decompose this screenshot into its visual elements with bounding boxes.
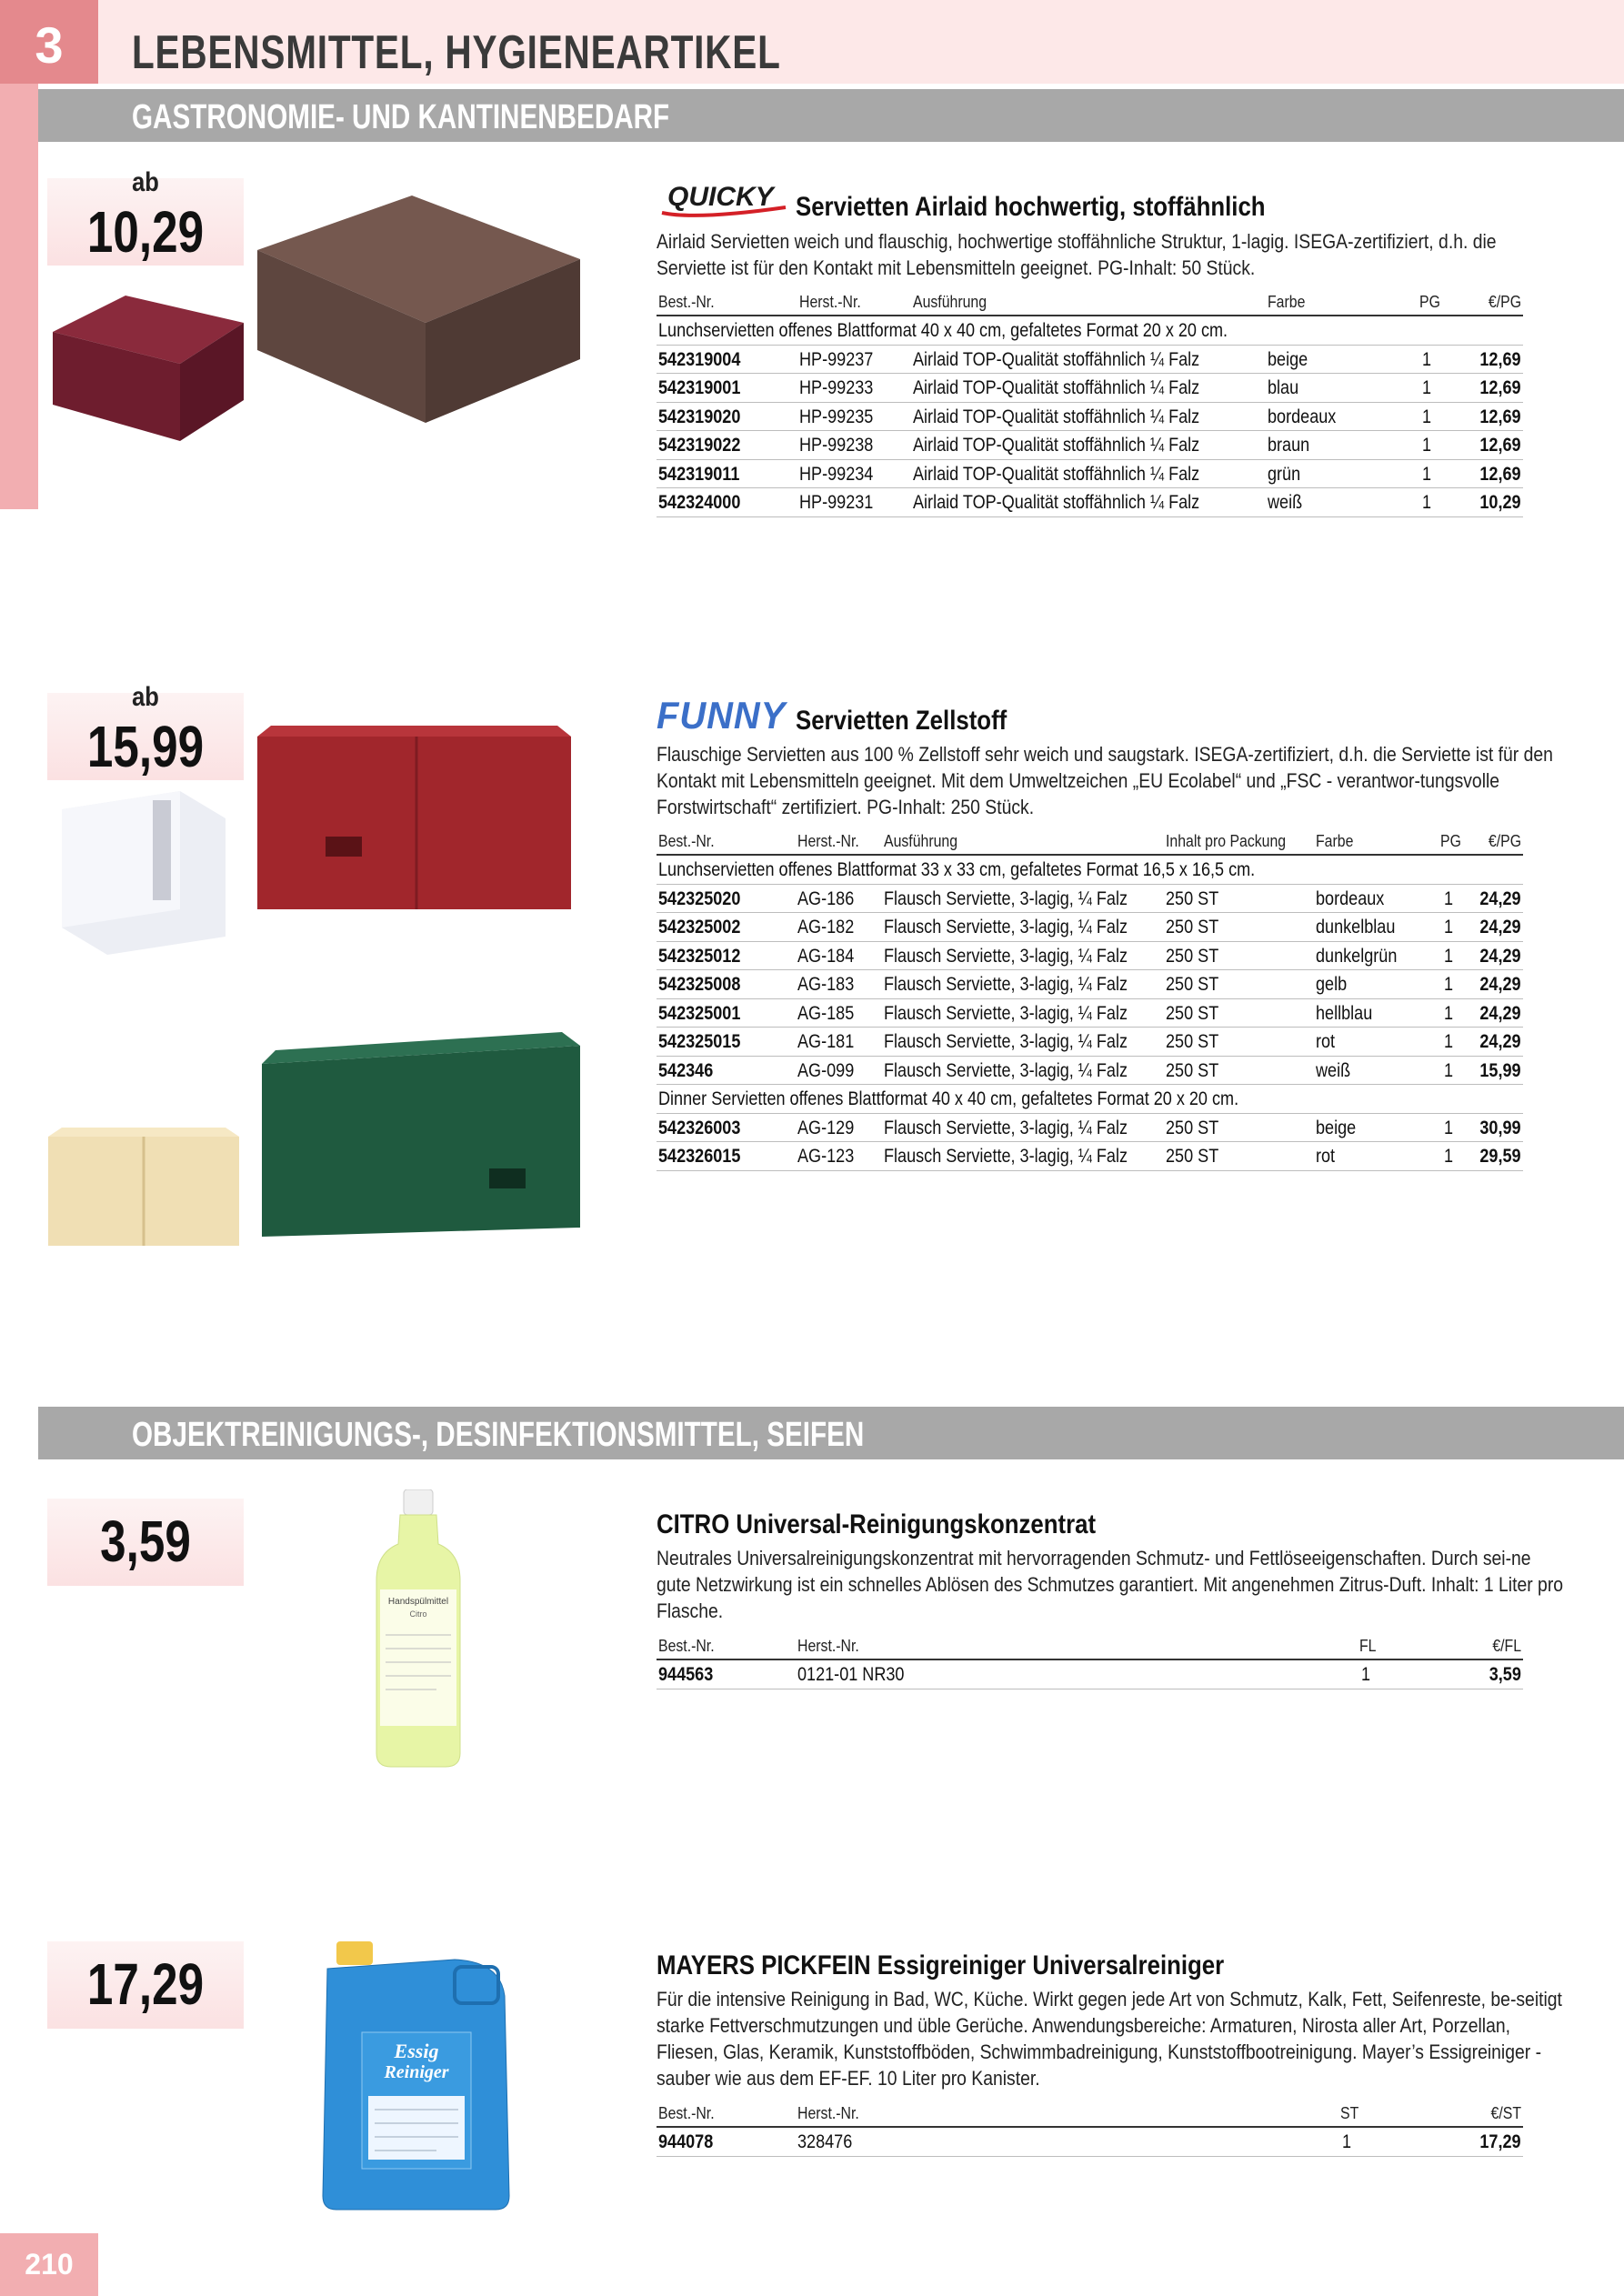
quicky-logo-text: QUICKY: [667, 182, 774, 212]
cell-eur: 24,29: [1479, 945, 1521, 967]
cell-herst: HP-99238: [799, 435, 874, 456]
cell-farbe: dunkelgrün: [1316, 945, 1398, 967]
cell-farbe: grün: [1268, 463, 1301, 485]
cell-ausf: Airlaid TOP-Qualität stoffähnlich ¼ Falz: [913, 406, 1200, 427]
cell-best: 542326003: [658, 1117, 741, 1138]
quicky-brand-logo: [660, 180, 787, 220]
cell-best: 542319004: [658, 348, 741, 370]
cell-pg: 1: [1422, 492, 1432, 513]
cell-ausf: Flausch Serviette, 3-lagig, ¼ Falz: [884, 917, 1128, 937]
table-row: [657, 2128, 1523, 2157]
cell-ausf: Airlaid TOP-Qualität stoffähnlich ¼ Falz: [913, 377, 1200, 398]
cell-herst: HP-99233: [799, 377, 874, 398]
cell-ausf: Airlaid TOP-Qualität stoffähnlich ¼ Falz: [913, 348, 1200, 370]
cell-pg: 1: [1422, 435, 1432, 456]
cell-ausf: Flausch Serviette, 3-lagig, ¼ Falz: [884, 887, 1128, 909]
cell-pg: 1: [1444, 1031, 1454, 1052]
col-best: Best.-Nr.: [658, 832, 715, 850]
group-label: Lunchservietten offenes Blattformat 40 x 40 cm, gefaltetes Format 20 x 20 cm.: [658, 320, 1228, 341]
cell-herst: AG-184: [797, 945, 855, 967]
cell-farbe: beige: [1268, 348, 1308, 370]
table-row: [657, 970, 1523, 999]
table-row: [657, 942, 1523, 971]
col-farbe: Farbe: [1268, 293, 1306, 311]
col-inhalt: Inhalt pro Packung: [1166, 832, 1287, 850]
cell-herst: AG-129: [797, 1117, 855, 1138]
col-best: Best.-Nr.: [658, 2104, 715, 2122]
price-value: 3,59: [100, 1509, 191, 1574]
funny-table: [657, 827, 1523, 1171]
table-row: [657, 999, 1523, 1028]
col-herst: Herst.-Nr.: [797, 2104, 859, 2122]
cell-pg: 1: [1422, 463, 1432, 485]
product-title-citro: CITRO Universal-Reinigungskonzentrat: [657, 1509, 1097, 1539]
table-row: [657, 460, 1523, 489]
cell-farbe: braun: [1268, 435, 1310, 456]
mayers-canister-image: [318, 1932, 514, 2214]
cell-herst: AG-185: [797, 1002, 855, 1024]
product-description-mayers: Für die intensive Reinigung in Bad, WC, Küche. Wirkt gegen jede Art von Schmutz, Kalk, Fett, Seifenreste, be-seitigt starke Fettverschmutzungen und üble Gerüche. Anwendungsbereiche: Armaturen, Nirosta aller Art, Porzellan, Fliesen, Glas, Keramik, Kunststoffböden, Schwimmbadreinigung, Kunststoffbootreinigung. Mayer’s Essigreiniger - sauber wie aus dem EF-EF. 10 Liter pro Kanister.: [657, 1988, 1562, 2090]
group-label: Lunchservietten offenes Blattformat 33 x 33 cm, gefaltetes Format 16,5 x 16,5 cm.: [658, 859, 1256, 880]
col-farbe: Farbe: [1316, 832, 1354, 850]
table-row: [657, 1028, 1523, 1057]
cell-pg: 1: [1444, 887, 1454, 909]
funny-brand-logo: FUNNY: [657, 694, 787, 737]
col-pg: PG: [1419, 293, 1440, 311]
quicky-napkins-image: [44, 186, 589, 450]
table-header: [657, 827, 1523, 856]
cell-inhalt: 250 ST: [1166, 1117, 1219, 1138]
cell-herst: 328476: [797, 2131, 853, 2152]
price-value: 15,99: [86, 714, 205, 779]
table-header: [657, 1631, 1523, 1660]
cell-herst: HP-99231: [799, 492, 874, 513]
cell-best: 944563: [658, 1664, 714, 1685]
cell-eur: 12,69: [1479, 377, 1521, 398]
cell-farbe: hellblau: [1316, 1002, 1373, 1024]
cell-best: 542319022: [658, 435, 741, 456]
cell-pg: 1: [1444, 917, 1454, 937]
table-row: [657, 913, 1523, 942]
section-bar-objektreinigung: [38, 1407, 1624, 1459]
section-title: OBJEKTREINIGUNGS-, DESINFEKTIONSMITTEL, SEIFEN: [132, 1416, 865, 1454]
cell-ausf: Flausch Serviette, 3-lagig, ¼ Falz: [884, 1117, 1128, 1138]
cell-best: 944078: [658, 2131, 714, 2152]
cell-inhalt: 250 ST: [1166, 1146, 1219, 1167]
cell-herst: AG-186: [797, 887, 855, 909]
cell-eur: 24,29: [1479, 887, 1521, 909]
cell-farbe: weiß: [1316, 1059, 1351, 1081]
cell-unit: 1: [1361, 1664, 1371, 1685]
col-price: €/ST: [1490, 2104, 1521, 2122]
cell-best: 542326015: [658, 1146, 741, 1167]
chapter-title: LEBENSMITTEL, HYGIENEARTIKEL: [132, 26, 781, 79]
cell-ausf: Flausch Serviette, 3-lagig, ¼ Falz: [884, 1146, 1128, 1167]
price-badge-citro: [47, 1499, 244, 1586]
mayers-table: [657, 2099, 1523, 2157]
cell-farbe: dunkelblau: [1316, 917, 1396, 937]
cell-inhalt: 250 ST: [1166, 887, 1219, 909]
table-row: [657, 403, 1523, 432]
col-price: €/FL: [1492, 1637, 1521, 1655]
product-title-funny: Servietten Zellstoff: [796, 706, 1007, 736]
cell-eur: 12,69: [1479, 348, 1521, 370]
cell-herst: HP-99234: [799, 463, 874, 485]
citro-table: [657, 1631, 1523, 1689]
cell-eur: 24,29: [1479, 1002, 1521, 1024]
chapter-side-strip: [0, 84, 38, 509]
cell-ausf: Airlaid TOP-Qualität stoffähnlich ¼ Falz: [913, 463, 1200, 485]
cell-best: 542325001: [658, 1002, 741, 1024]
col-herst: Herst.-Nr.: [799, 293, 861, 311]
cell-best: 542325015: [658, 1031, 741, 1052]
cell-ausf: Flausch Serviette, 3-lagig, ¼ Falz: [884, 974, 1128, 995]
cell-inhalt: 250 ST: [1166, 1031, 1219, 1052]
cell-ausf: Airlaid TOP-Qualität stoffähnlich ¼ Falz: [913, 435, 1200, 456]
table-row: [657, 488, 1523, 517]
cell-farbe: beige: [1316, 1117, 1357, 1138]
cell-ausf: Flausch Serviette, 3-lagig, ¼ Falz: [884, 945, 1128, 967]
table-group-label: [657, 316, 1523, 346]
table-row: [657, 346, 1523, 375]
cell-farbe: gelb: [1316, 974, 1348, 995]
col-unit: FL: [1359, 1637, 1377, 1655]
table-row: [657, 1660, 1523, 1689]
table-group-label: [657, 856, 1523, 885]
cell-herst: 0121-01 NR30: [797, 1664, 905, 1685]
svg-text:Handspülmittel: Handspülmittel: [387, 1597, 449, 1607]
cell-eur: 24,29: [1479, 1031, 1521, 1052]
cell-herst: AG-183: [797, 974, 855, 995]
funny-napkins-image: [44, 718, 589, 1255]
table-row: [657, 885, 1523, 914]
cell-eur: 24,29: [1479, 974, 1521, 995]
col-best: Best.-Nr.: [658, 293, 715, 311]
citro-bottle-image: [373, 1489, 464, 1771]
cell-pg: 1: [1444, 1002, 1454, 1024]
cell-eur: 15,99: [1479, 1059, 1521, 1081]
cell-herst: HP-99235: [799, 406, 874, 427]
cell-eur: 10,29: [1479, 492, 1521, 513]
chapter-number: 3: [35, 16, 64, 74]
cell-ausf: Flausch Serviette, 3-lagig, ¼ Falz: [884, 1002, 1128, 1024]
chapter-number-tab: [0, 0, 98, 84]
col-ausfuehrung: Ausführung: [884, 832, 958, 850]
product-description-citro: Neutrales Universalreinigungskonzentrat mit hervorragenden Schmutz- und Fettlöseeigenschaften. Durch sei-ne gute Netzwirkung ist ein schnelles Ablösen des Schmutzes garantiert. Mit angenehmen Zitrus-Duft. Inhalt: 1 Liter pro Flasche.: [657, 1547, 1564, 1622]
section-title: GASTRONOMIE- UND KANTINENBEDARF: [132, 98, 670, 136]
cell-best: 542325002: [658, 917, 741, 937]
price-value: 10,29: [86, 199, 205, 265]
cell-eur: 12,69: [1479, 463, 1521, 485]
product-description-quicky: Airlaid Servietten weich und flauschig, hochwertige stoffähnliche Struktur, 1-lagig. ISEGA-zertifiziert, d.h. die Serviette ist für den Kontakt mit Lebensmitteln geeignet. PG-Inhalt: 50 Stück.: [657, 230, 1497, 279]
cell-best: 542319001: [658, 377, 741, 398]
col-price: €/PG: [1488, 293, 1521, 311]
cell-pg: 1: [1444, 974, 1454, 995]
cell-eur: 12,69: [1479, 406, 1521, 427]
col-price: €/PG: [1488, 832, 1521, 850]
col-ausfuehrung: Ausführung: [913, 293, 987, 311]
cell-eur: 29,59: [1479, 1146, 1521, 1167]
price-value: 17,29: [86, 1951, 205, 2017]
cell-pg: 1: [1444, 945, 1454, 967]
price-badge-mayers: [47, 1941, 244, 2029]
group-label: Dinner Servietten offenes Blattformat 40 x 40 cm, gefaltetes Format 20 x 20 cm.: [658, 1088, 1239, 1109]
cell-best: 542319020: [658, 406, 741, 427]
cell-pg: 1: [1422, 377, 1432, 398]
svg-text:Essig: Essig: [394, 2040, 439, 2062]
cell-eur: 3,59: [1489, 1664, 1521, 1685]
cell-ausf: Flausch Serviette, 3-lagig, ¼ Falz: [884, 1059, 1128, 1081]
col-herst: Herst.-Nr.: [797, 1637, 859, 1655]
cell-best: 542325008: [658, 974, 741, 995]
product-description-funny: Flauschige Servietten aus 100 % Zellstoff sehr weich und saugstark. ISEGA-zertifiziert, d.h. die Serviette ist für den Kontakt mit Lebensmitteln geeignet. Mit dem Umweltzeichen „EU Ecolabel“ und „FSC - verantwor-tungsvolle Forstwirtschaft“ zertifiziert. PG-Inhalt: 250 Stück.: [657, 743, 1553, 818]
product-title-quicky: Servietten Airlaid hochwertig, stoffähnlich: [796, 192, 1266, 222]
cell-farbe: weiß: [1268, 492, 1303, 513]
table-header: [657, 287, 1523, 316]
cell-herst: HP-99237: [799, 348, 874, 370]
cell-best: 542324000: [658, 492, 741, 513]
page-number: 210: [0, 2233, 98, 2296]
cell-farbe: blau: [1268, 377, 1299, 398]
cell-best: 542346: [658, 1059, 714, 1081]
price-prefix: ab: [132, 682, 159, 712]
table-row: [657, 374, 1523, 403]
cell-unit: 1: [1342, 2131, 1352, 2152]
cell-pg: 1: [1422, 348, 1432, 370]
cell-ausf: Airlaid TOP-Qualität stoffähnlich ¼ Falz: [913, 492, 1200, 513]
cell-inhalt: 250 ST: [1166, 974, 1219, 995]
cell-eur: 24,29: [1479, 917, 1521, 937]
cell-farbe: bordeaux: [1268, 406, 1337, 427]
table-row: [657, 1142, 1523, 1171]
cell-farbe: rot: [1316, 1146, 1336, 1167]
cell-inhalt: 250 ST: [1166, 917, 1219, 937]
cell-eur: 30,99: [1479, 1117, 1521, 1138]
cell-eur: 17,29: [1479, 2131, 1521, 2152]
cell-herst: AG-181: [797, 1031, 855, 1052]
price-prefix: ab: [132, 167, 159, 197]
cell-farbe: rot: [1316, 1031, 1336, 1052]
cell-pg: 1: [1422, 406, 1432, 427]
cell-inhalt: 250 ST: [1166, 945, 1219, 967]
cell-best: 542325020: [658, 887, 741, 909]
svg-text:Citro: Citro: [409, 1609, 427, 1619]
cell-best: 542319011: [658, 463, 740, 485]
col-pg: PG: [1440, 832, 1461, 850]
cell-herst: AG-099: [797, 1059, 855, 1081]
cell-inhalt: 250 ST: [1166, 1059, 1219, 1081]
table-row: [657, 1057, 1523, 1086]
cell-herst: AG-182: [797, 917, 855, 937]
cell-best: 542325012: [658, 945, 741, 967]
section-bar-gastronomie: [38, 89, 1624, 142]
cell-farbe: bordeaux: [1316, 887, 1385, 909]
product-title-mayers: MAYERS PICKFEIN Essigreiniger Universalreiniger: [657, 1950, 1225, 1980]
cell-pg: 1: [1444, 1117, 1454, 1138]
table-row: [657, 431, 1523, 460]
table-header: [657, 2099, 1523, 2128]
cell-pg: 1: [1444, 1146, 1454, 1167]
cell-herst: AG-123: [797, 1146, 855, 1167]
col-best: Best.-Nr.: [658, 1637, 715, 1655]
cell-eur: 12,69: [1479, 435, 1521, 456]
svg-text:Reiniger: Reiniger: [384, 2062, 449, 2082]
col-unit: ST: [1340, 2104, 1359, 2122]
table-group-label: [657, 1085, 1523, 1114]
cell-inhalt: 250 ST: [1166, 1002, 1219, 1024]
cell-pg: 1: [1444, 1059, 1454, 1081]
cell-ausf: Flausch Serviette, 3-lagig, ¼ Falz: [884, 1031, 1128, 1052]
quicky-table: [657, 287, 1523, 517]
col-herst: Herst.-Nr.: [797, 832, 859, 850]
table-row: [657, 1114, 1523, 1143]
